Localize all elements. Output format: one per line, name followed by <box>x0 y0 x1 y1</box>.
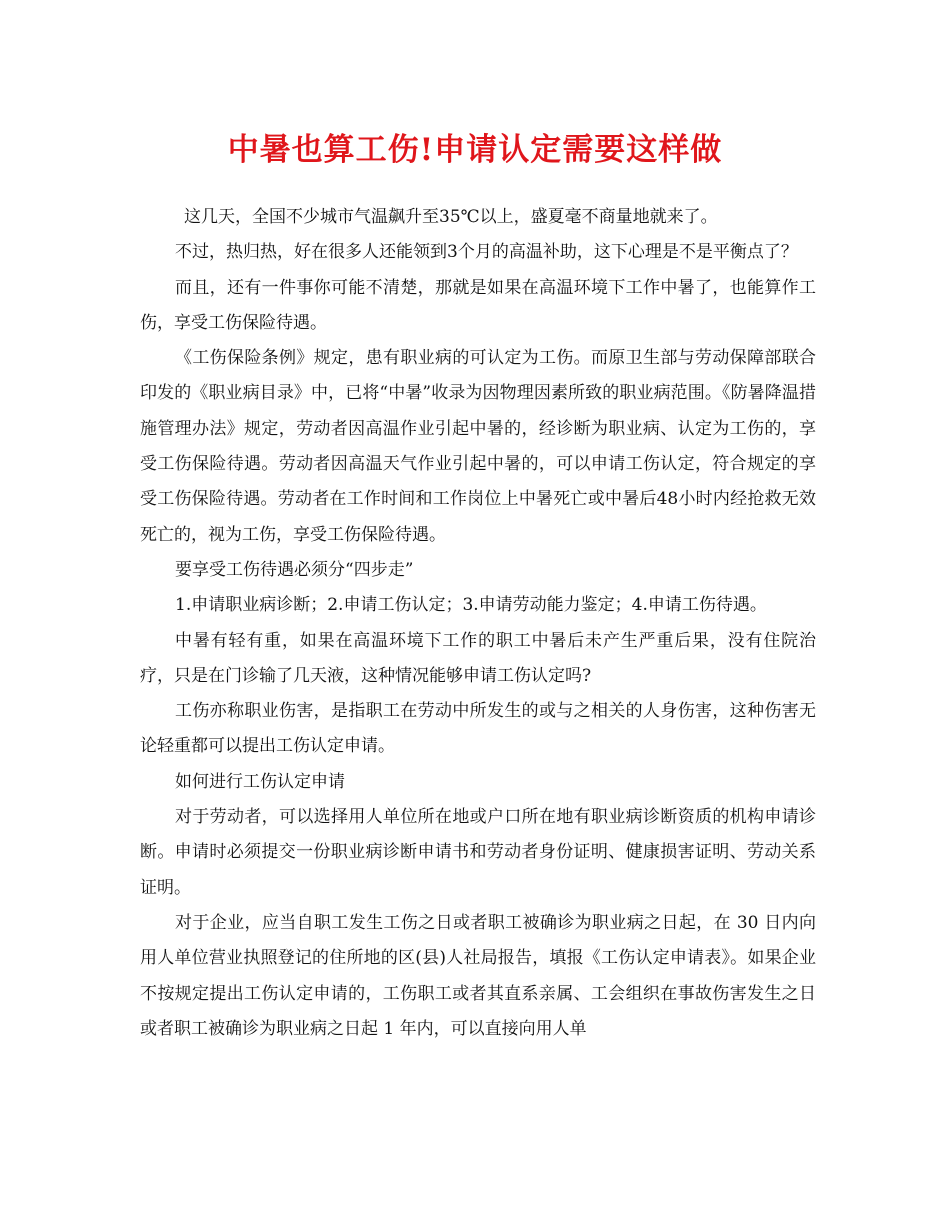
paragraph: 而且，还有一件事你可能不清楚，那就是如果在高温环境下工作中暑了，也能算作工伤，享受工伤保险待遇。 <box>140 277 816 333</box>
page-title: 中暑也算工伤!申请认定需要这样做 <box>227 132 723 168</box>
paragraph: 对于企业，应当自职工发生工伤之日或者职工被确诊为职业病之日起，在 30 日内向用人单位营业执照登记的住所地的区(县)人社局报告，填报《工伤认定申请表》。如果企业不按规定提出工伤认定申请的，工伤职工或者其直系亲属、工会组织在事故伤害发生之日或者职工被确诊为职业病之日起 1 年内，可以直接向用人单 <box>140 912 816 1039</box>
paragraph: 《工伤保险条例》规定，患有职业病的可认定为工伤。而原卫生部与劳动保障部联合印发的《职业病目录》中，已将“中暑”收录为因物理因素所致的职业病范围。《防暑降温措施管理办法》规定，劳动者因高温作业引起中暑的，经诊断为职业病、认定为工伤的，享受工伤保险待遇。劳动者因高温天气作业引起中暑的，可以申请工伤认定，符合规定的享受工伤保险待遇。劳动者在工作时间和工作岗位上中暑死亡或中暑后48小时内经抢救无效死亡的，视为工伤，享受工伤保险待遇。 <box>140 348 816 545</box>
paragraph: 中暑有轻有重，如果在高温环境下工作的职工中暑后未产生严重后果，没有住院治疗，只是在门诊输了几天液，这种情况能够申请工伤认定吗? <box>140 630 816 686</box>
paragraph: 对于劳动者，可以选择用人单位所在地或户口所在地有职业病诊断资质的机构申请诊断。申请时必须提交一份职业病诊断申请书和劳动者身份证明、健康损害证明、劳动关系证明。 <box>140 807 816 898</box>
section-heading: 如何进行工伤认定申请 <box>175 771 345 792</box>
paragraph: 这几天，全国不少城市气温飙升至35℃以上，盛夏毫不商量地就来了。 <box>184 207 718 227</box>
section-heading: 要享受工伤待遇必须分“四步走” <box>175 559 414 580</box>
paragraph: 不过，热归热，好在很多人还能领到3个月的高温补助，这下心理是不是平衡点了？ <box>175 242 798 263</box>
article-body <box>140 200 816 1047</box>
paragraph: 工伤亦称职业伤害，是指职工在劳动中所发生的或与之相关的人身伤害，这种伤害无论轻重都可以提出工伤认定申请。 <box>140 701 816 757</box>
steps-list: 1.申请职业病诊断；2.申请工伤认定；3.申请劳动能力鉴定；4.申请工伤待遇。 <box>175 595 767 616</box>
